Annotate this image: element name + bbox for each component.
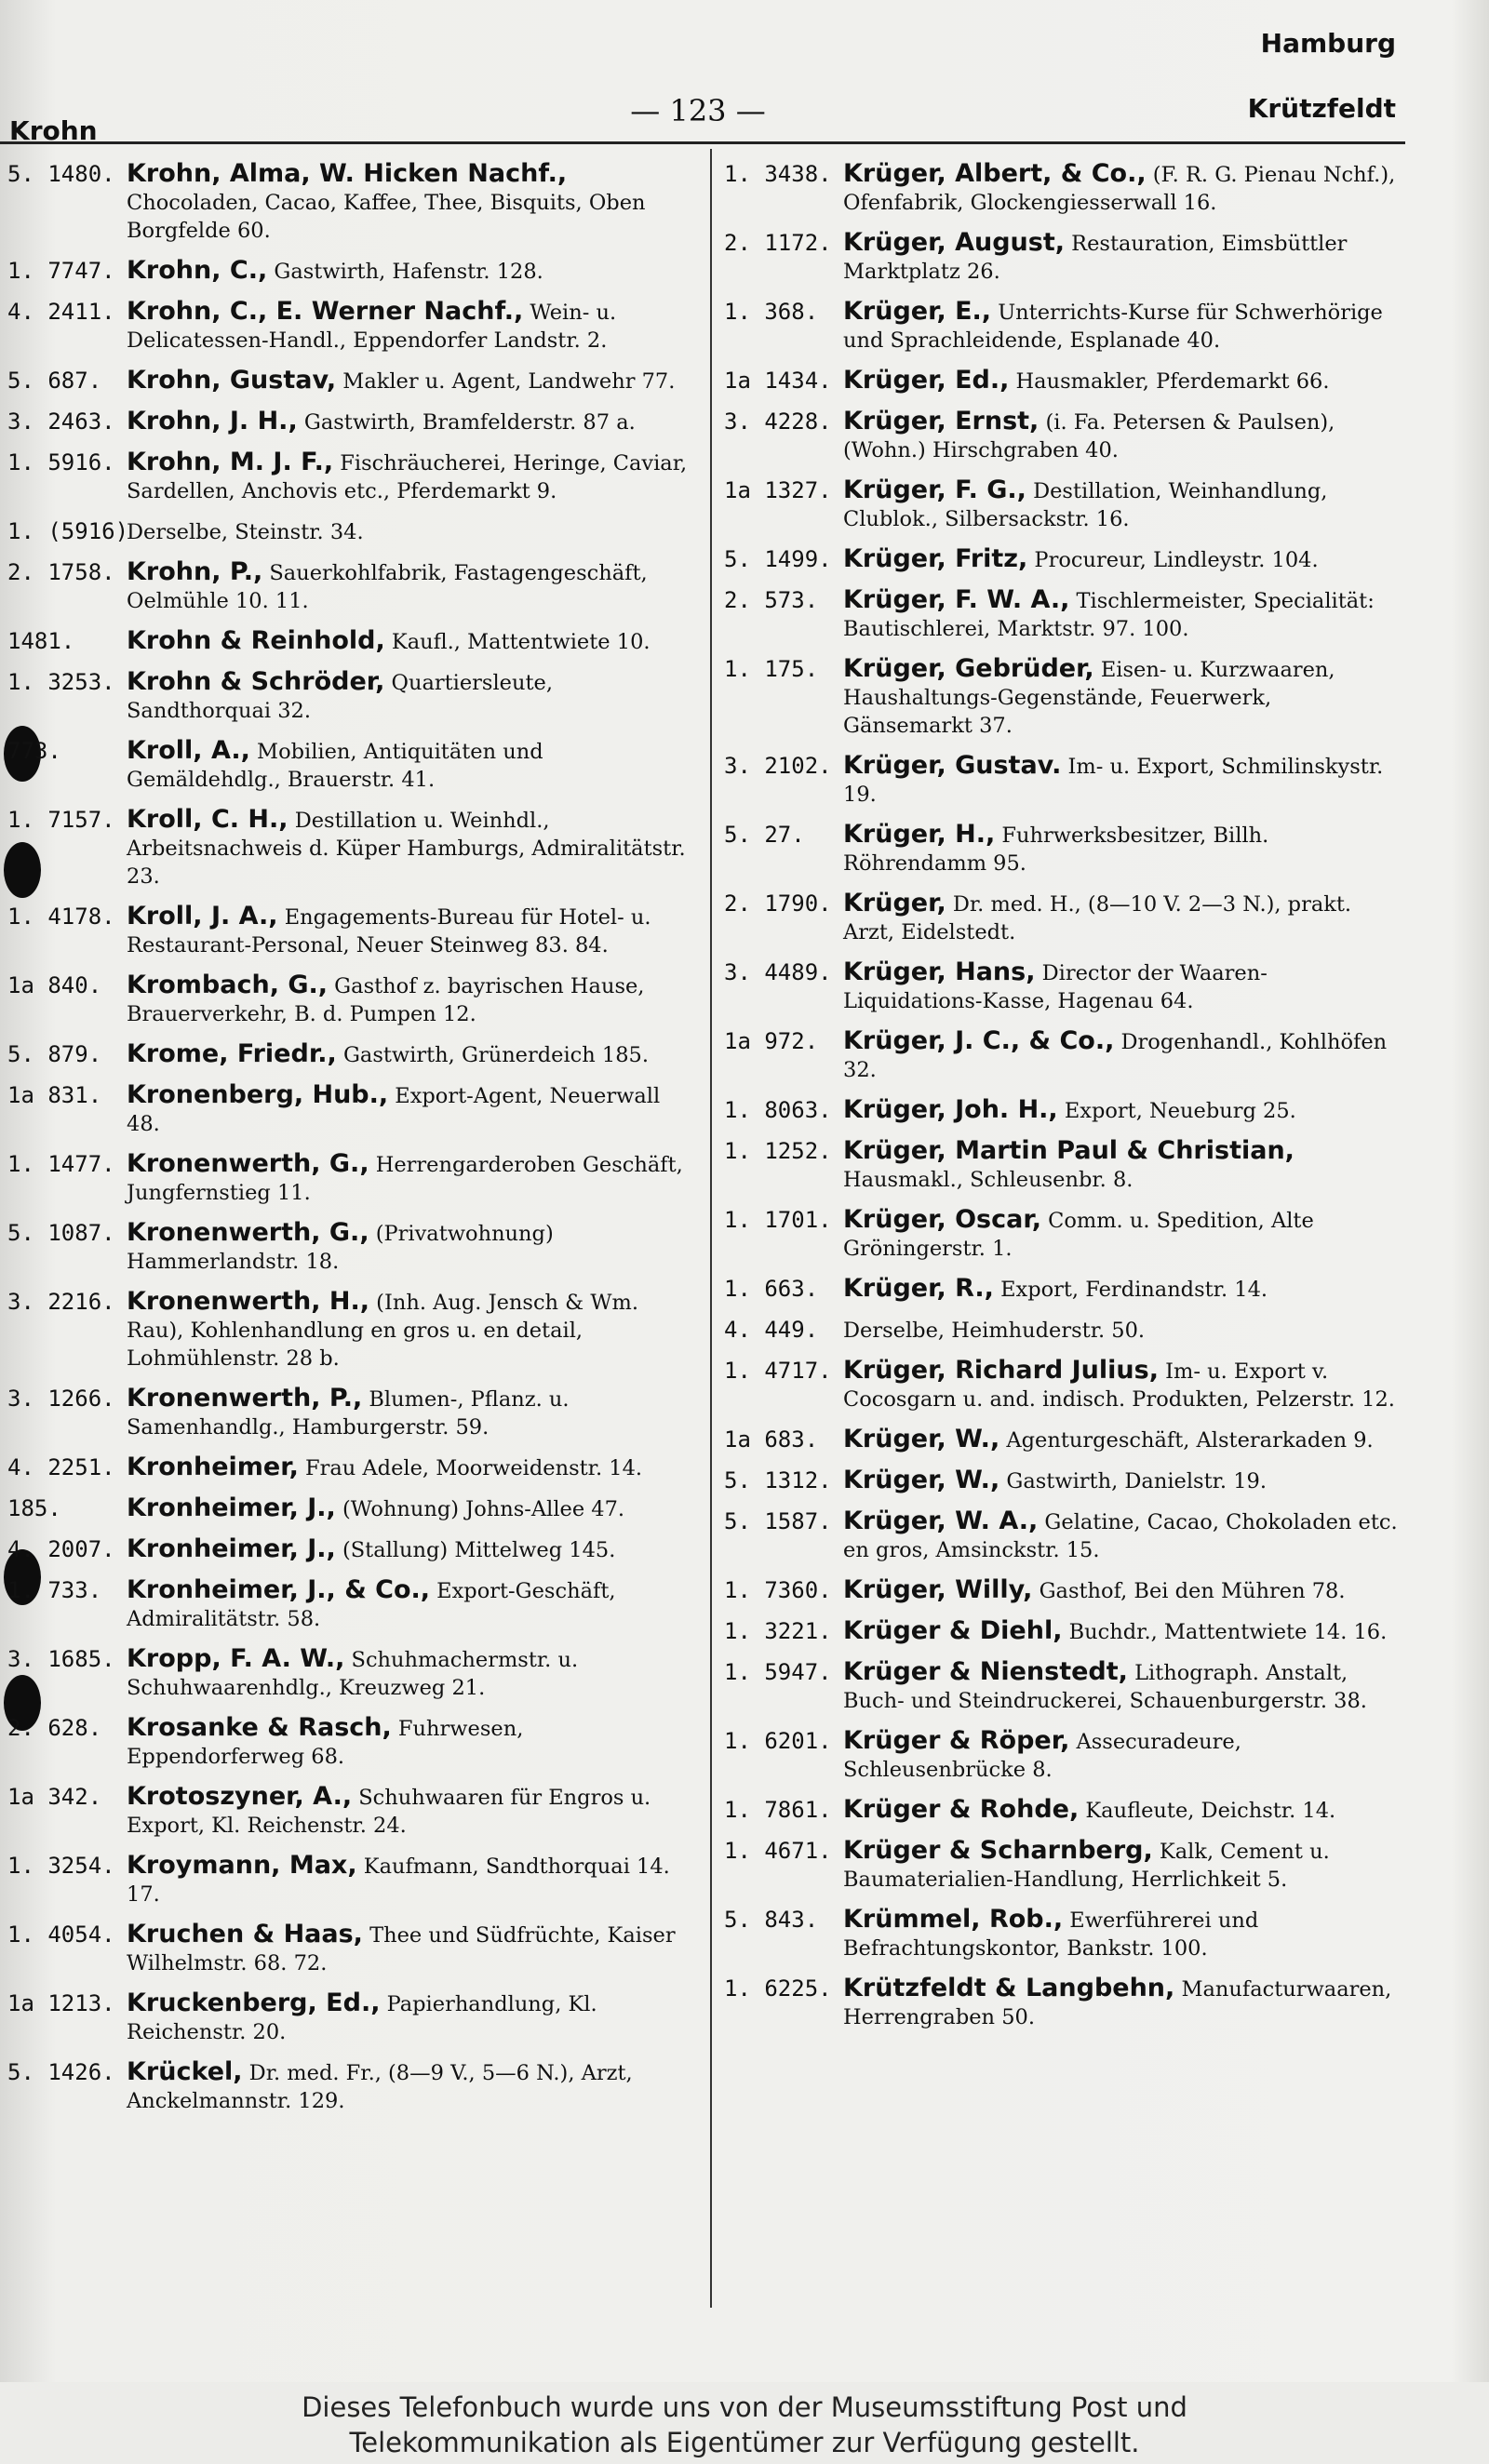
directory-entry bbox=[724, 1316, 1405, 1345]
phone-number: 3. 4489. bbox=[724, 959, 832, 985]
subscriber-name: Kronheimer, J., & Co., bbox=[127, 1575, 431, 1604]
subscriber-details: Kalk, Cement u. Baumaterialien-Handlung, Herrlichkeit 5. bbox=[843, 1840, 1330, 1892]
phone-number: 3. 2463. bbox=[7, 408, 115, 435]
directory-entry bbox=[724, 1096, 1405, 1125]
subscriber-details: Engagements-Bureau für Hotel- u. Restaurant-Personal, Neuer Steinweg 83. 84. bbox=[127, 905, 651, 957]
subscriber-name: Krüger, W., bbox=[843, 1425, 1000, 1453]
phone-number: 1. 1252. bbox=[724, 1138, 832, 1164]
subscriber-details: Director der Waaren-Liquidations-Kasse, Hagenau 64. bbox=[843, 961, 1268, 1013]
directory-entry bbox=[7, 903, 691, 959]
phone-number: 2. 1172. bbox=[724, 230, 832, 256]
phone-number: 1. 1701. bbox=[724, 1207, 832, 1233]
directory-entry bbox=[7, 1645, 691, 1702]
column-divider bbox=[710, 149, 712, 2308]
subscriber-details: Kaufl., Mattentwiete 10. bbox=[384, 630, 651, 654]
subscriber-details: Hausmakl., Schleusenbr. 8. bbox=[843, 1168, 1134, 1192]
phone-number: 1. 175. bbox=[724, 656, 819, 682]
subscriber-details: Dr. med. Fr., (8—9 V., 5—6 N.), Arzt, Anckelmannstr. 129. bbox=[127, 2061, 633, 2113]
directory-entry bbox=[724, 1658, 1405, 1715]
subscriber-details: (Wohnung) Johns-Allee 47. bbox=[335, 1497, 625, 1521]
subscriber-name: Krome, Friedr., bbox=[127, 1039, 337, 1068]
phone-number: 5. 1499. bbox=[724, 546, 832, 572]
subscriber-name: Krüger & Rohde, bbox=[843, 1795, 1080, 1824]
subscriber-details: Lithograph. Anstalt, Buch- und Steindruckerei, Schauenburgerstr. 38. bbox=[843, 1661, 1367, 1713]
directory-entry bbox=[7, 558, 691, 615]
subscriber-name: Krüger, Joh. H., bbox=[843, 1095, 1058, 1124]
subscriber-name: Krüger, Gebrüder, bbox=[843, 654, 1094, 683]
phone-number: 1. (5916) bbox=[7, 518, 129, 544]
phone-number: 1. 4671. bbox=[724, 1838, 832, 1864]
subscriber-name: Kruckenberg, Ed., bbox=[127, 1989, 381, 2017]
subscriber-details: Manufacturwaaren, Herrengraben 50. bbox=[843, 1977, 1392, 2029]
subscriber-details: Destillation u. Weinhdl., Arbeitsnachweis d. Küper Hamburgs, Admiralitätstr. 23. bbox=[127, 809, 686, 889]
right-column bbox=[724, 160, 1405, 2043]
subscriber-name: Krüger, Hans, bbox=[843, 957, 1036, 986]
subscriber-details: Makler u. Agent, Landwehr 77. bbox=[336, 369, 676, 394]
subscriber-name: Krüger, August, bbox=[843, 228, 1066, 257]
right-keyword: Krützfeldt bbox=[1247, 93, 1396, 124]
directory-entry bbox=[724, 545, 1405, 574]
directory-entry bbox=[724, 1796, 1405, 1825]
subscriber-details: Gastwirth, Hafenstr. 128. bbox=[267, 260, 543, 284]
subscriber-name: Kronenberg, Hub., bbox=[127, 1080, 389, 1109]
directory-entry bbox=[7, 160, 691, 245]
subscriber-details: Schuhmachermstr. u. Schuhwaarenhdlg., Kreuzweg 21. bbox=[127, 1648, 579, 1700]
subscriber-name: Krohn, Gustav, bbox=[127, 366, 337, 395]
directory-entry bbox=[7, 1219, 691, 1276]
directory-entry bbox=[7, 449, 691, 505]
phone-number: 5. 1312. bbox=[724, 1467, 832, 1493]
subscriber-name: Kropp, F. A. W., bbox=[127, 1644, 345, 1673]
directory-entry bbox=[7, 1081, 691, 1138]
subscriber-details: Fuhrwerksbesitzer, Billh. Röhrendamm 95. bbox=[843, 824, 1269, 876]
subscriber-name: Krümmel, Rob., bbox=[843, 1905, 1064, 1934]
directory-entry bbox=[724, 752, 1405, 809]
directory-entry bbox=[724, 1027, 1405, 1084]
subscriber-details: Derselbe, Steinstr. 34. bbox=[127, 520, 364, 544]
footer-line: Telekommunikation als Eigentümer zur Verfügung gestellt. bbox=[349, 2427, 1140, 2458]
phone-number: 1481. bbox=[7, 628, 75, 654]
phone-number: 1a 1327. bbox=[724, 477, 832, 503]
subscriber-details: Procureur, Lindleystr. 104. bbox=[1027, 548, 1319, 572]
directory-entry bbox=[7, 1989, 691, 2046]
phone-number: 5. 1480. bbox=[7, 161, 115, 187]
subscriber-details: Eisen- u. Kurzwaaren, Haushaltungs-Gegenstände, Feuerwerk, Gänsemarkt 37. bbox=[843, 658, 1335, 738]
phone-number: 1. 3253. bbox=[7, 669, 115, 695]
phone-number: 4. 449. bbox=[724, 1317, 819, 1343]
directory-entry bbox=[7, 1921, 691, 1977]
phone-number: 5. 1426. bbox=[7, 2059, 115, 2085]
directory-entry bbox=[7, 298, 691, 355]
phone-number: 5. 1087. bbox=[7, 1220, 115, 1246]
subscriber-details: Buchdr., Mattentwiete 14. 16. bbox=[1062, 1620, 1388, 1644]
phone-number: 1a 683. bbox=[724, 1426, 819, 1453]
directory-entry bbox=[7, 1150, 691, 1207]
subscriber-details: Restauration, Eimsbüttler Marktplatz 26. bbox=[843, 232, 1348, 284]
subscriber-name: Krüger, Willy, bbox=[843, 1575, 1033, 1604]
subscriber-details: Im- u. Export v. Cocosgarn u. and. indisch. Produkten, Pelzerstr. 12. bbox=[843, 1359, 1395, 1412]
subscriber-details: Ewerführerei und Befrachtungskontor, Bankstr. 100. bbox=[843, 1908, 1259, 1961]
phone-number: 1. 7747. bbox=[7, 258, 115, 284]
subscriber-name: Krohn, J. H., bbox=[127, 407, 298, 435]
city-heading: Hamburg bbox=[1260, 28, 1396, 59]
phone-number: 5. 843. bbox=[724, 1907, 819, 1933]
subscriber-details: (Inh. Aug. Jensch & Wm. Rau), Kohlenhandlung en gros u. en detail, Lohmühlenstr. 28 b. bbox=[127, 1291, 638, 1371]
phone-number: 2. 1758. bbox=[7, 559, 115, 585]
subscriber-details: Papierhandlung, Kl. Reichenstr. 20. bbox=[127, 1992, 597, 2044]
phone-number: 1. 7360. bbox=[724, 1577, 832, 1603]
phone-number: 1a 831. bbox=[7, 1082, 102, 1108]
directory-entry bbox=[724, 1426, 1405, 1454]
subscriber-name: Kronheimer, J., bbox=[127, 1493, 336, 1522]
subscriber-details: (i. Fa. Petersen & Paulsen), (Wohn.) Hirschgraben 40. bbox=[843, 410, 1335, 462]
subscriber-name: Krückel, bbox=[127, 2057, 243, 2086]
subscriber-name: Krosanke & Rasch, bbox=[127, 1713, 392, 1742]
subscriber-name: Krüger, Ed., bbox=[843, 366, 1010, 395]
page-number: — 123 — bbox=[630, 93, 766, 128]
directory-entry bbox=[7, 1576, 691, 1633]
phone-number: 1. 368. bbox=[724, 299, 819, 325]
subscriber-details: Mobilien, Antiquitäten und Gemäldehdlg., Brauerstr. 41. bbox=[127, 740, 543, 792]
phone-number: 5. 687. bbox=[7, 368, 102, 394]
directory-entry bbox=[724, 1466, 1405, 1495]
subscriber-name: Kronenwerth, H., bbox=[127, 1287, 370, 1316]
directory-entry bbox=[7, 1453, 691, 1482]
phone-number: 3. 1266. bbox=[7, 1386, 115, 1412]
subscriber-details: Export-Geschäft, Admiralitätstr. 58. bbox=[127, 1579, 616, 1631]
directory-entry bbox=[724, 476, 1405, 533]
subscriber-name: Krützfeldt & Langbehn, bbox=[843, 1974, 1175, 2002]
subscriber-details: (Privatwohnung) Hammerlandstr. 18. bbox=[127, 1222, 554, 1274]
phone-number: 1. 6225. bbox=[724, 1975, 832, 2002]
subscriber-name: Krüger, W., bbox=[843, 1466, 1000, 1494]
subscriber-details: Chocoladen, Cacao, Kaffee, Thee, Bisquits, Oben Borgfelde 60. bbox=[127, 191, 646, 243]
directory-entry bbox=[724, 1837, 1405, 1894]
subscriber-name: Krohn, M. J. F., bbox=[127, 448, 334, 476]
directory-entry bbox=[7, 1714, 691, 1771]
directory-entry bbox=[7, 367, 691, 395]
subscriber-details: Herrengarderoben Geschäft, Jungfernstieg 11. bbox=[127, 1153, 683, 1205]
subscriber-name: Krotoszyner, A., bbox=[127, 1782, 353, 1811]
left-column bbox=[7, 160, 691, 2127]
phone-number: 1. 7861. bbox=[724, 1797, 832, 1823]
subscriber-name: Krüger, Gustav. bbox=[843, 751, 1062, 780]
subscriber-name: Kronheimer, J., bbox=[127, 1534, 336, 1563]
directory-entry bbox=[724, 890, 1405, 946]
phone-number: 1. 5916. bbox=[7, 449, 115, 475]
phone-number: 1a 840. bbox=[7, 972, 102, 998]
subscriber-details: Gasthof z. bayrischen Hause, Brauerverkehr, B. d. Pumpen 12. bbox=[127, 974, 645, 1026]
subscriber-details: Hausmakler, Pferdemarkt 66. bbox=[1009, 369, 1330, 394]
directory-entry bbox=[724, 1137, 1405, 1194]
subscriber-name: Krohn, P., bbox=[127, 557, 263, 586]
phone-number: 1. 3438. bbox=[724, 161, 832, 187]
subscriber-details: Blumen-, Pflanz. u. Samenhandlg., Hamburgerstr. 59. bbox=[127, 1387, 570, 1440]
subscriber-details: Thee und Südfrüchte, Kaiser Wilhelmstr. 68. 72. bbox=[127, 1923, 676, 1975]
subscriber-name: Kroll, A., bbox=[127, 736, 250, 765]
phone-number: 5. 879. bbox=[7, 1041, 102, 1067]
phone-number: 1. 6201. bbox=[724, 1728, 832, 1754]
footer-notice bbox=[0, 2382, 1489, 2464]
directory-entry bbox=[724, 1206, 1405, 1263]
directory-entry bbox=[724, 1357, 1405, 1413]
subscriber-details: Comm. u. Spedition, Alte Gröningerstr. 1. bbox=[843, 1209, 1314, 1261]
subscriber-name: Krüger, R., bbox=[843, 1274, 994, 1303]
subscriber-name: Krüger & Nienstedt, bbox=[843, 1657, 1128, 1686]
subscriber-name: Krüger, Fritz, bbox=[843, 544, 1028, 573]
subscriber-details: Gastwirth, Bramfelderstr. 87 a. bbox=[297, 410, 636, 435]
phone-number: 3. 2216. bbox=[7, 1289, 115, 1315]
subscriber-name: Krüger, J. C., & Co., bbox=[843, 1026, 1115, 1055]
subscriber-name: Krohn & Reinhold, bbox=[127, 626, 385, 655]
subscriber-name: Kroymann, Max, bbox=[127, 1851, 357, 1880]
phone-number: 1. 733. bbox=[7, 1577, 102, 1603]
directory-entry bbox=[724, 1727, 1405, 1784]
subscriber-name: Krüger, H., bbox=[843, 820, 996, 849]
subscriber-details: Gastwirth, Grünerdeich 185. bbox=[336, 1043, 650, 1067]
directory-entry bbox=[7, 1040, 691, 1069]
phone-number: 1. 3254. bbox=[7, 1853, 115, 1879]
subscriber-name: Kronenwerth, G., bbox=[127, 1218, 369, 1247]
phone-number: 3. 1685. bbox=[7, 1646, 115, 1672]
directory-entry bbox=[724, 298, 1405, 355]
directory-entry bbox=[724, 1906, 1405, 1962]
directory-entry bbox=[724, 1507, 1405, 1564]
subscriber-name: Krüger, Ernst, bbox=[843, 407, 1040, 435]
phone-number: 1. 7157. bbox=[7, 807, 115, 833]
subscriber-details: Frau Adele, Moorweidenstr. 14. bbox=[298, 1456, 643, 1480]
directory-entry bbox=[7, 627, 691, 656]
subscriber-details: Gelatine, Cacao, Chokoladen etc. en gros, Amsinckstr. 15. bbox=[843, 1510, 1398, 1562]
directory-entry bbox=[7, 1385, 691, 1441]
subscriber-name: Krohn & Schröder, bbox=[127, 667, 385, 696]
directory-entry bbox=[724, 586, 1405, 643]
subscriber-name: Krüger, Oscar, bbox=[843, 1205, 1041, 1234]
subscriber-details: Kaufleute, Deichstr. 14. bbox=[1079, 1799, 1336, 1823]
directory-entry bbox=[7, 1783, 691, 1840]
directory-entry bbox=[7, 1494, 691, 1523]
directory-entry bbox=[7, 517, 691, 546]
directory-entry bbox=[724, 1617, 1405, 1646]
directory-entry bbox=[7, 668, 691, 725]
subscriber-details: Gastwirth, Danielstr. 19. bbox=[999, 1469, 1267, 1493]
subscriber-details: (Stallung) Mittelweg 145. bbox=[335, 1538, 616, 1562]
directory-entry bbox=[7, 408, 691, 436]
subscriber-details: Unterrichts-Kurse für Schwerhörige und Sprachleidende, Esplanade 40. bbox=[843, 301, 1383, 353]
phone-number: 4. 2007. bbox=[7, 1536, 115, 1562]
phone-number: 1a 1434. bbox=[724, 368, 832, 394]
subscriber-details: Agenturgeschäft, Alsterarkaden 9. bbox=[999, 1428, 1374, 1453]
phone-number: 1. 4717. bbox=[724, 1358, 832, 1384]
directory-entry bbox=[724, 160, 1405, 217]
phone-number: 4. 2251. bbox=[7, 1454, 115, 1480]
phone-number: 1. 4054. bbox=[7, 1922, 115, 1948]
phone-number: 1. 3221. bbox=[724, 1618, 832, 1644]
subscriber-details: Assecuradeure, Schleusenbrücke 8. bbox=[843, 1730, 1241, 1782]
subscriber-name: Krombach, G., bbox=[127, 971, 329, 999]
subscriber-details: Fischräucherei, Heringe, Caviar, Sardellen, Anchovis etc., Pferdemarkt 9. bbox=[127, 451, 688, 503]
phone-number: 5. 27. bbox=[724, 822, 805, 848]
directory-entry bbox=[7, 1852, 691, 1908]
directory-entry bbox=[7, 1288, 691, 1373]
phone-number: 1. 4178. bbox=[7, 904, 115, 930]
subscriber-details: Export-Agent, Neuerwall 48. bbox=[127, 1084, 661, 1136]
directory-entry bbox=[724, 958, 1405, 1015]
phone-number: 2. 628. bbox=[7, 1715, 102, 1741]
phone-number: 1a 972. bbox=[724, 1028, 819, 1054]
subscriber-name: Kronenwerth, G., bbox=[127, 1149, 369, 1178]
phone-number: 1a 342. bbox=[7, 1784, 102, 1810]
directory-entry bbox=[7, 971, 691, 1028]
subscriber-name: Krüger, bbox=[843, 889, 946, 917]
subscriber-details: Schuhwaaren für Engros u. Export, Kl. Reichenstr. 24. bbox=[127, 1786, 651, 1838]
subscriber-details: Derselbe, Heimhuderstr. 50. bbox=[843, 1319, 1146, 1343]
subscriber-name: Krüger & Diehl, bbox=[843, 1616, 1063, 1645]
directory-entry bbox=[7, 806, 691, 891]
phone-number: 1. 1477. bbox=[7, 1151, 115, 1177]
directory-entry bbox=[7, 737, 691, 794]
subscriber-name: Kronheimer, bbox=[127, 1453, 299, 1481]
directory-entry bbox=[7, 1535, 691, 1564]
subscriber-name: Krüger, W. A., bbox=[843, 1507, 1039, 1535]
phone-number: 2. 1790. bbox=[724, 891, 832, 917]
footer-line: Dieses Telefonbuch wurde uns von der Museumsstiftung Post und bbox=[302, 2391, 1187, 2423]
subscriber-details: (F. R. G. Pienau Nchf.), Ofenfabrik, Glockengiesserwall 16. bbox=[843, 163, 1396, 215]
phone-number: 3. 2102. bbox=[724, 753, 832, 779]
subscriber-name: Kroll, J. A., bbox=[127, 902, 278, 931]
subscriber-details: Fuhrwesen, Eppendorferweg 68. bbox=[127, 1717, 524, 1769]
subscriber-name: Krüger, E., bbox=[843, 297, 992, 326]
subscriber-name: Kronenwerth, P., bbox=[127, 1384, 363, 1413]
directory-entry bbox=[724, 1975, 1405, 2031]
phone-number: 773. bbox=[7, 738, 61, 764]
directory-entry bbox=[724, 821, 1405, 877]
subscriber-name: Krüger, F. W. A., bbox=[843, 585, 1070, 614]
subscriber-name: Krüger, Albert, & Co., bbox=[843, 159, 1147, 188]
header-rule bbox=[0, 141, 1405, 144]
subscriber-details: Export, Ferdinandstr. 14. bbox=[993, 1278, 1268, 1302]
subscriber-details: Sauerkohlfabrik, Fastagengeschäft, Oelmühle 10. 11. bbox=[127, 561, 648, 613]
subscriber-details: Dr. med. H., (8—10 V. 2—3 N.), prakt. Arzt, Eidelstedt. bbox=[843, 892, 1352, 944]
directory-entry bbox=[724, 367, 1405, 395]
subscriber-details: Im- u. Export, Schmilinskystr. 19. bbox=[843, 755, 1384, 807]
subscriber-name: Krüger & Scharnberg, bbox=[843, 1836, 1153, 1865]
subscriber-name: Krüger, Richard Julius, bbox=[843, 1356, 1159, 1385]
directory-entry bbox=[724, 229, 1405, 286]
subscriber-name: Krüger & Röper, bbox=[843, 1726, 1070, 1755]
subscriber-details: Wein- u. Delicatessen-Handl., Eppendorfer Landstr. 2. bbox=[127, 301, 617, 353]
phone-number: 4. 2411. bbox=[7, 299, 115, 325]
phone-number: 2. 573. bbox=[724, 587, 819, 613]
subscriber-name: Kruchen & Haas, bbox=[127, 1920, 363, 1948]
phone-number: 185. bbox=[7, 1495, 61, 1521]
phone-number: 5. 1587. bbox=[724, 1508, 832, 1534]
subscriber-name: Kroll, C. H., bbox=[127, 805, 288, 834]
left-keyword: Krohn bbox=[9, 115, 98, 146]
subscriber-details: Quartiersleute, Sandthorquai 32. bbox=[127, 671, 553, 723]
phone-number: 1. 663. bbox=[724, 1276, 819, 1302]
phone-number: 1. 5947. bbox=[724, 1659, 832, 1685]
subscriber-name: Krohn, C., bbox=[127, 256, 268, 285]
subscriber-name: Krüger, Martin Paul & Christian, bbox=[843, 1136, 1294, 1165]
directory-entry bbox=[7, 2058, 691, 2115]
subscriber-name: Krohn, C., E. Werner Nachf., bbox=[127, 297, 524, 326]
subscriber-name: Krohn, Alma, W. Hicken Nachf., bbox=[127, 159, 568, 188]
subscriber-details: Drogenhandl., Kohlhöfen 32. bbox=[843, 1030, 1388, 1082]
phone-number: 1. 8063. bbox=[724, 1097, 832, 1123]
directory-entry bbox=[724, 408, 1405, 464]
phone-number: 3. 4228. bbox=[724, 408, 832, 435]
subscriber-details: Gasthof, Bei den Mühren 78. bbox=[1032, 1579, 1346, 1603]
subscriber-name: Krüger, F. G., bbox=[843, 475, 1026, 504]
subscriber-details: Tischlermeister, Specialität: Bautischlerei, Marktstr. 97. 100. bbox=[843, 589, 1375, 641]
directory-entry bbox=[724, 1576, 1405, 1605]
subscriber-details: Kaufmann, Sandthorquai 14. 17. bbox=[127, 1855, 670, 1907]
directory-entry bbox=[7, 257, 691, 286]
phone-number: 1a 1213. bbox=[7, 1990, 115, 2016]
subscriber-details: Destillation, Weinhandlung, Clublok., Silbersackstr. 16. bbox=[843, 479, 1328, 531]
subscriber-details: Export, Neueburg 25. bbox=[1057, 1099, 1296, 1123]
directory-entry bbox=[724, 1275, 1405, 1304]
directory-entry bbox=[724, 655, 1405, 740]
